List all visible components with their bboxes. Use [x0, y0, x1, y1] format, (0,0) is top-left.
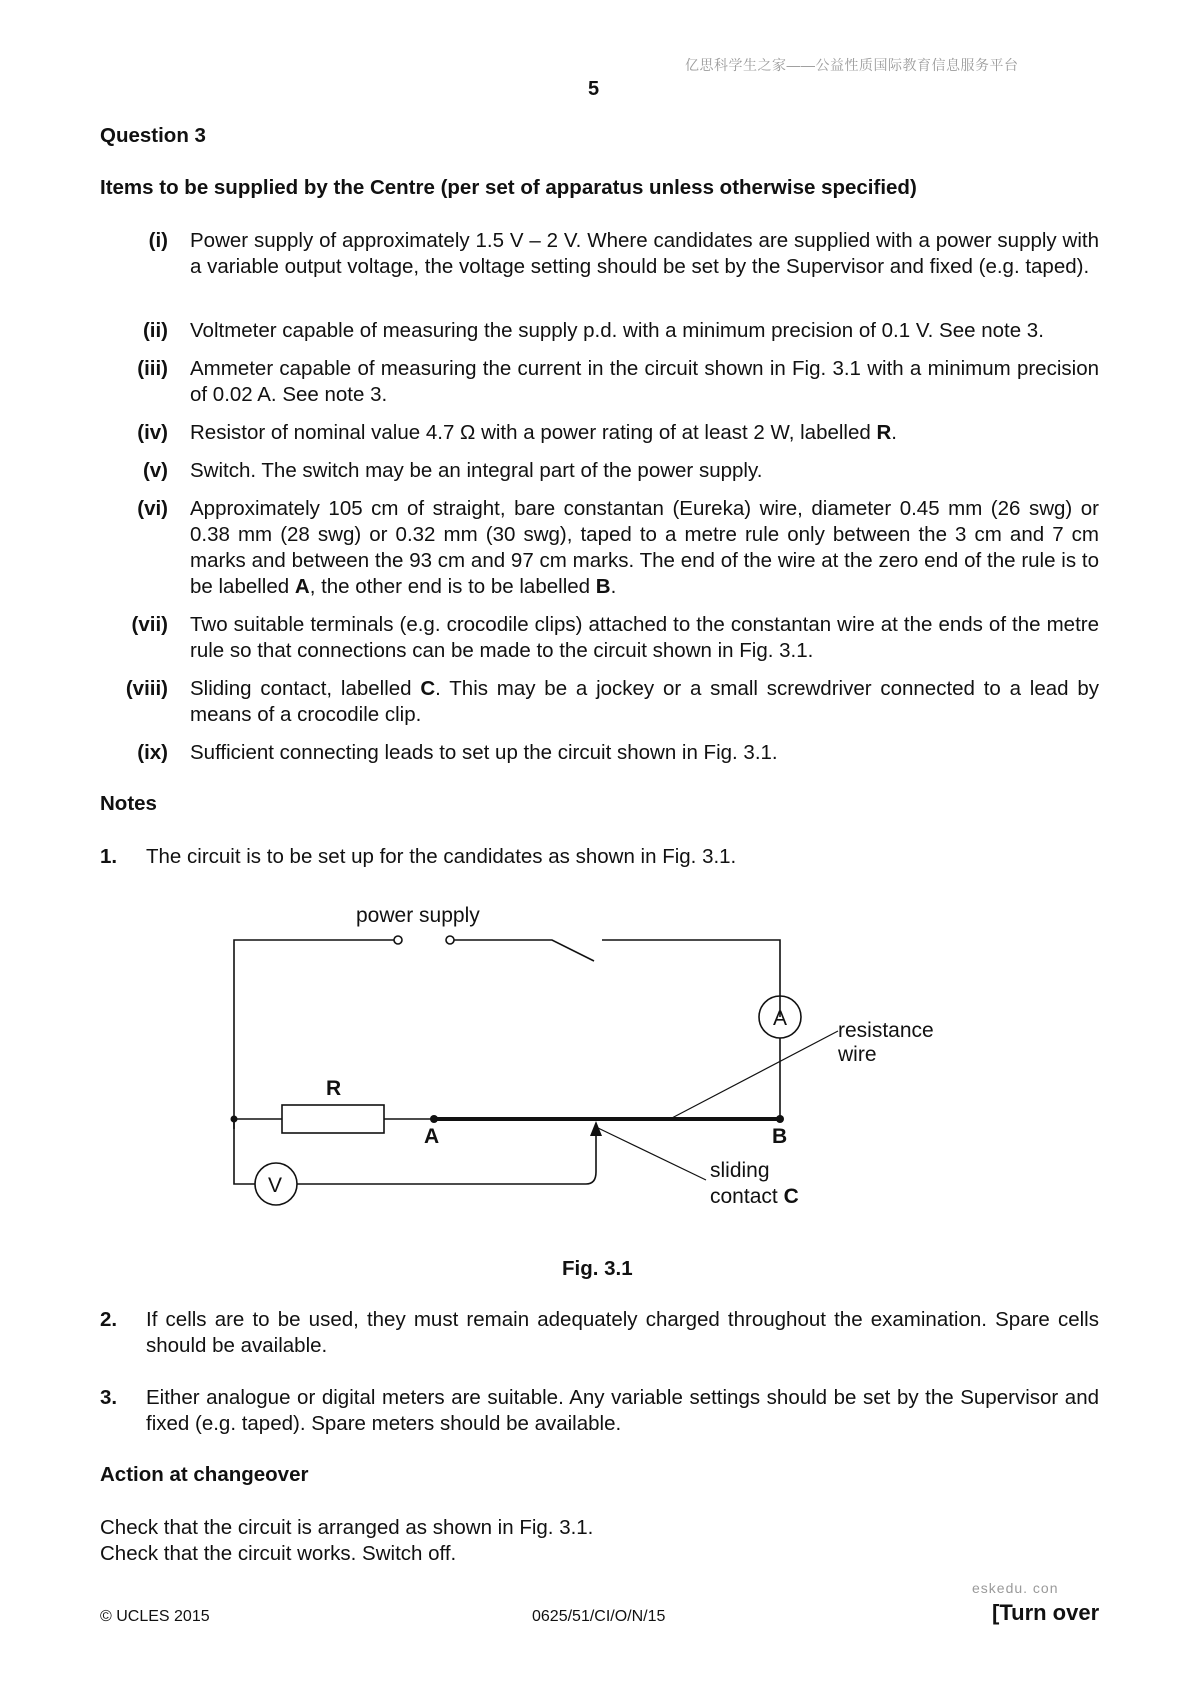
item-text-part: Sliding contact, labelled [190, 677, 421, 700]
item-number: (ii) [142, 319, 168, 342]
item-text-part: Resistor of nominal value 4.7 Ω with a power rating of at least 2 W, labelled [190, 421, 877, 444]
note-text: If cells are to be used, they must remain adequately charged throughout the examination. Spare cells should be available. [146, 1308, 1099, 1357]
item-text-part: . This may be a jockey or a small screwdriver connected to a lead by means of a crocodile clip. [190, 677, 1099, 726]
label-power-supply: power supply [356, 904, 480, 927]
footer-code: 0625/51/CI/O/N/15 [532, 1608, 666, 1625]
label-contact-c [710, 1185, 799, 1208]
circuit-diagram [0, 880, 1191, 1240]
label-end-b: B [772, 1125, 788, 1148]
figure-caption: Fig. 3.1 [562, 1257, 633, 1280]
item-text: Power supply of approximately 1.5 V – 2 V. Where candidates are supplied with a power supply with a variable output voltage, the voltage setting should be set by the Supervisor and fixed (e.g. taped). [190, 229, 1099, 278]
item-text [190, 676, 1099, 728]
item-text-bold: B [595, 575, 611, 598]
item-text-part: , the other end is to be labelled [309, 575, 596, 598]
item-text-part: . [891, 421, 897, 444]
page-number: 5 [588, 78, 600, 100]
item-text [190, 420, 1099, 446]
note-number: 3. [100, 1386, 118, 1409]
item-text-bold: A [294, 575, 310, 598]
label-contact-bold: C [783, 1185, 799, 1208]
action-line: Check that the circuit works. Switch off. [100, 1542, 457, 1565]
action-heading: Action at changeover [100, 1463, 309, 1486]
end-b-dot [776, 1115, 784, 1123]
note-number: 2. [100, 1308, 118, 1331]
power-supply-terminal-right [446, 936, 454, 944]
item-text: Ammeter capable of measuring the current in the circuit shown in Fig. 3.1 with a minimum precision of 0.02 A. See note 3. [190, 357, 1099, 406]
watermark-top: 亿思科学生之家——公益性质国际教育信息服务平台 [685, 57, 1019, 73]
item-number: (ix) [137, 741, 168, 764]
label-resistor-r: R [326, 1077, 342, 1100]
item-number: (iv) [137, 421, 168, 444]
item-number: (v) [142, 459, 168, 482]
wire-to-voltmeter [234, 1119, 255, 1184]
item-text-bold: R [876, 421, 892, 444]
label-end-a: A [424, 1125, 440, 1148]
item-number: (iii) [137, 357, 168, 380]
action-line: Check that the circuit is arranged as shown in Fig. 3.1. [100, 1516, 594, 1539]
footer-turn-over: [Turn over [992, 1600, 1100, 1625]
wire-left-top [234, 940, 394, 1129]
item-text-part: . [610, 575, 617, 598]
question-title: Question 3 [100, 124, 206, 147]
items-heading: Items to be supplied by the Centre (per set of apparatus unless otherwise specified) [100, 176, 917, 199]
item-text [190, 496, 1099, 600]
label-resistance: resistance [838, 1019, 934, 1042]
resistor-r [282, 1105, 384, 1133]
label-voltmeter: V [268, 1174, 283, 1197]
item-text: Voltmeter capable of measuring the supply p.d. with a minimum precision of 0.1 V. See note 3. [190, 319, 1044, 342]
label-contact-text: contact [710, 1185, 778, 1208]
footer-copyright: © UCLES 2015 [100, 1608, 210, 1625]
item-text: Switch. The switch may be an integral part of the power supply. [190, 459, 763, 482]
label-line-sliding-contact [598, 1128, 706, 1180]
item-number: (i) [148, 229, 168, 252]
notes-heading: Notes [100, 792, 157, 815]
item-text: Two suitable terminals (e.g. crocodile clips) attached to the constantan wire at the ends of the metre rule so that connections can be made to the circuit shown in Fig. 3.1. [190, 613, 1099, 662]
wire-voltmeter-to-contact [297, 1132, 596, 1184]
label-sliding: sliding [710, 1159, 770, 1182]
label-wire: wire [838, 1043, 877, 1066]
item-text-part: Approximately 105 cm of straight, bare constantan (Eureka) wire, diameter 0.45 mm (26 swg) or 0.38 mm (28 swg) or 0.32 mm (30 swg), taped to a metre rule only between the 3 cm and 7 cm marks and between the 93 cm and 97 cm marks. The end of the wire at the zero end of the rule is to be labelled [190, 497, 1099, 598]
item-number: (viii) [125, 677, 168, 700]
item-text: Sufficient connecting leads to set up the circuit shown in Fig. 3.1. [190, 741, 778, 764]
item-text-bold: C [420, 677, 436, 700]
label-line-resistance-wire [670, 1031, 838, 1119]
note-text: The circuit is to be set up for the candidates as shown in Fig. 3.1. [146, 845, 737, 868]
note-text: Either analogue or digital meters are suitable. Any variable settings should be set by the Supervisor and fixed (e.g. taped). Spare meters should be available. [146, 1386, 1099, 1435]
wire-right-top [602, 940, 780, 1017]
switch-blade [454, 940, 594, 961]
item-number: (vi) [137, 497, 168, 520]
power-supply-terminal-left [394, 936, 402, 944]
label-ammeter: A [773, 1007, 788, 1030]
note-number: 1. [100, 845, 118, 868]
end-a-dot [430, 1115, 438, 1123]
item-number: (vii) [131, 613, 168, 636]
watermark-bottom: eskedu. con [972, 1580, 1059, 1596]
junction-dot [231, 1116, 238, 1123]
